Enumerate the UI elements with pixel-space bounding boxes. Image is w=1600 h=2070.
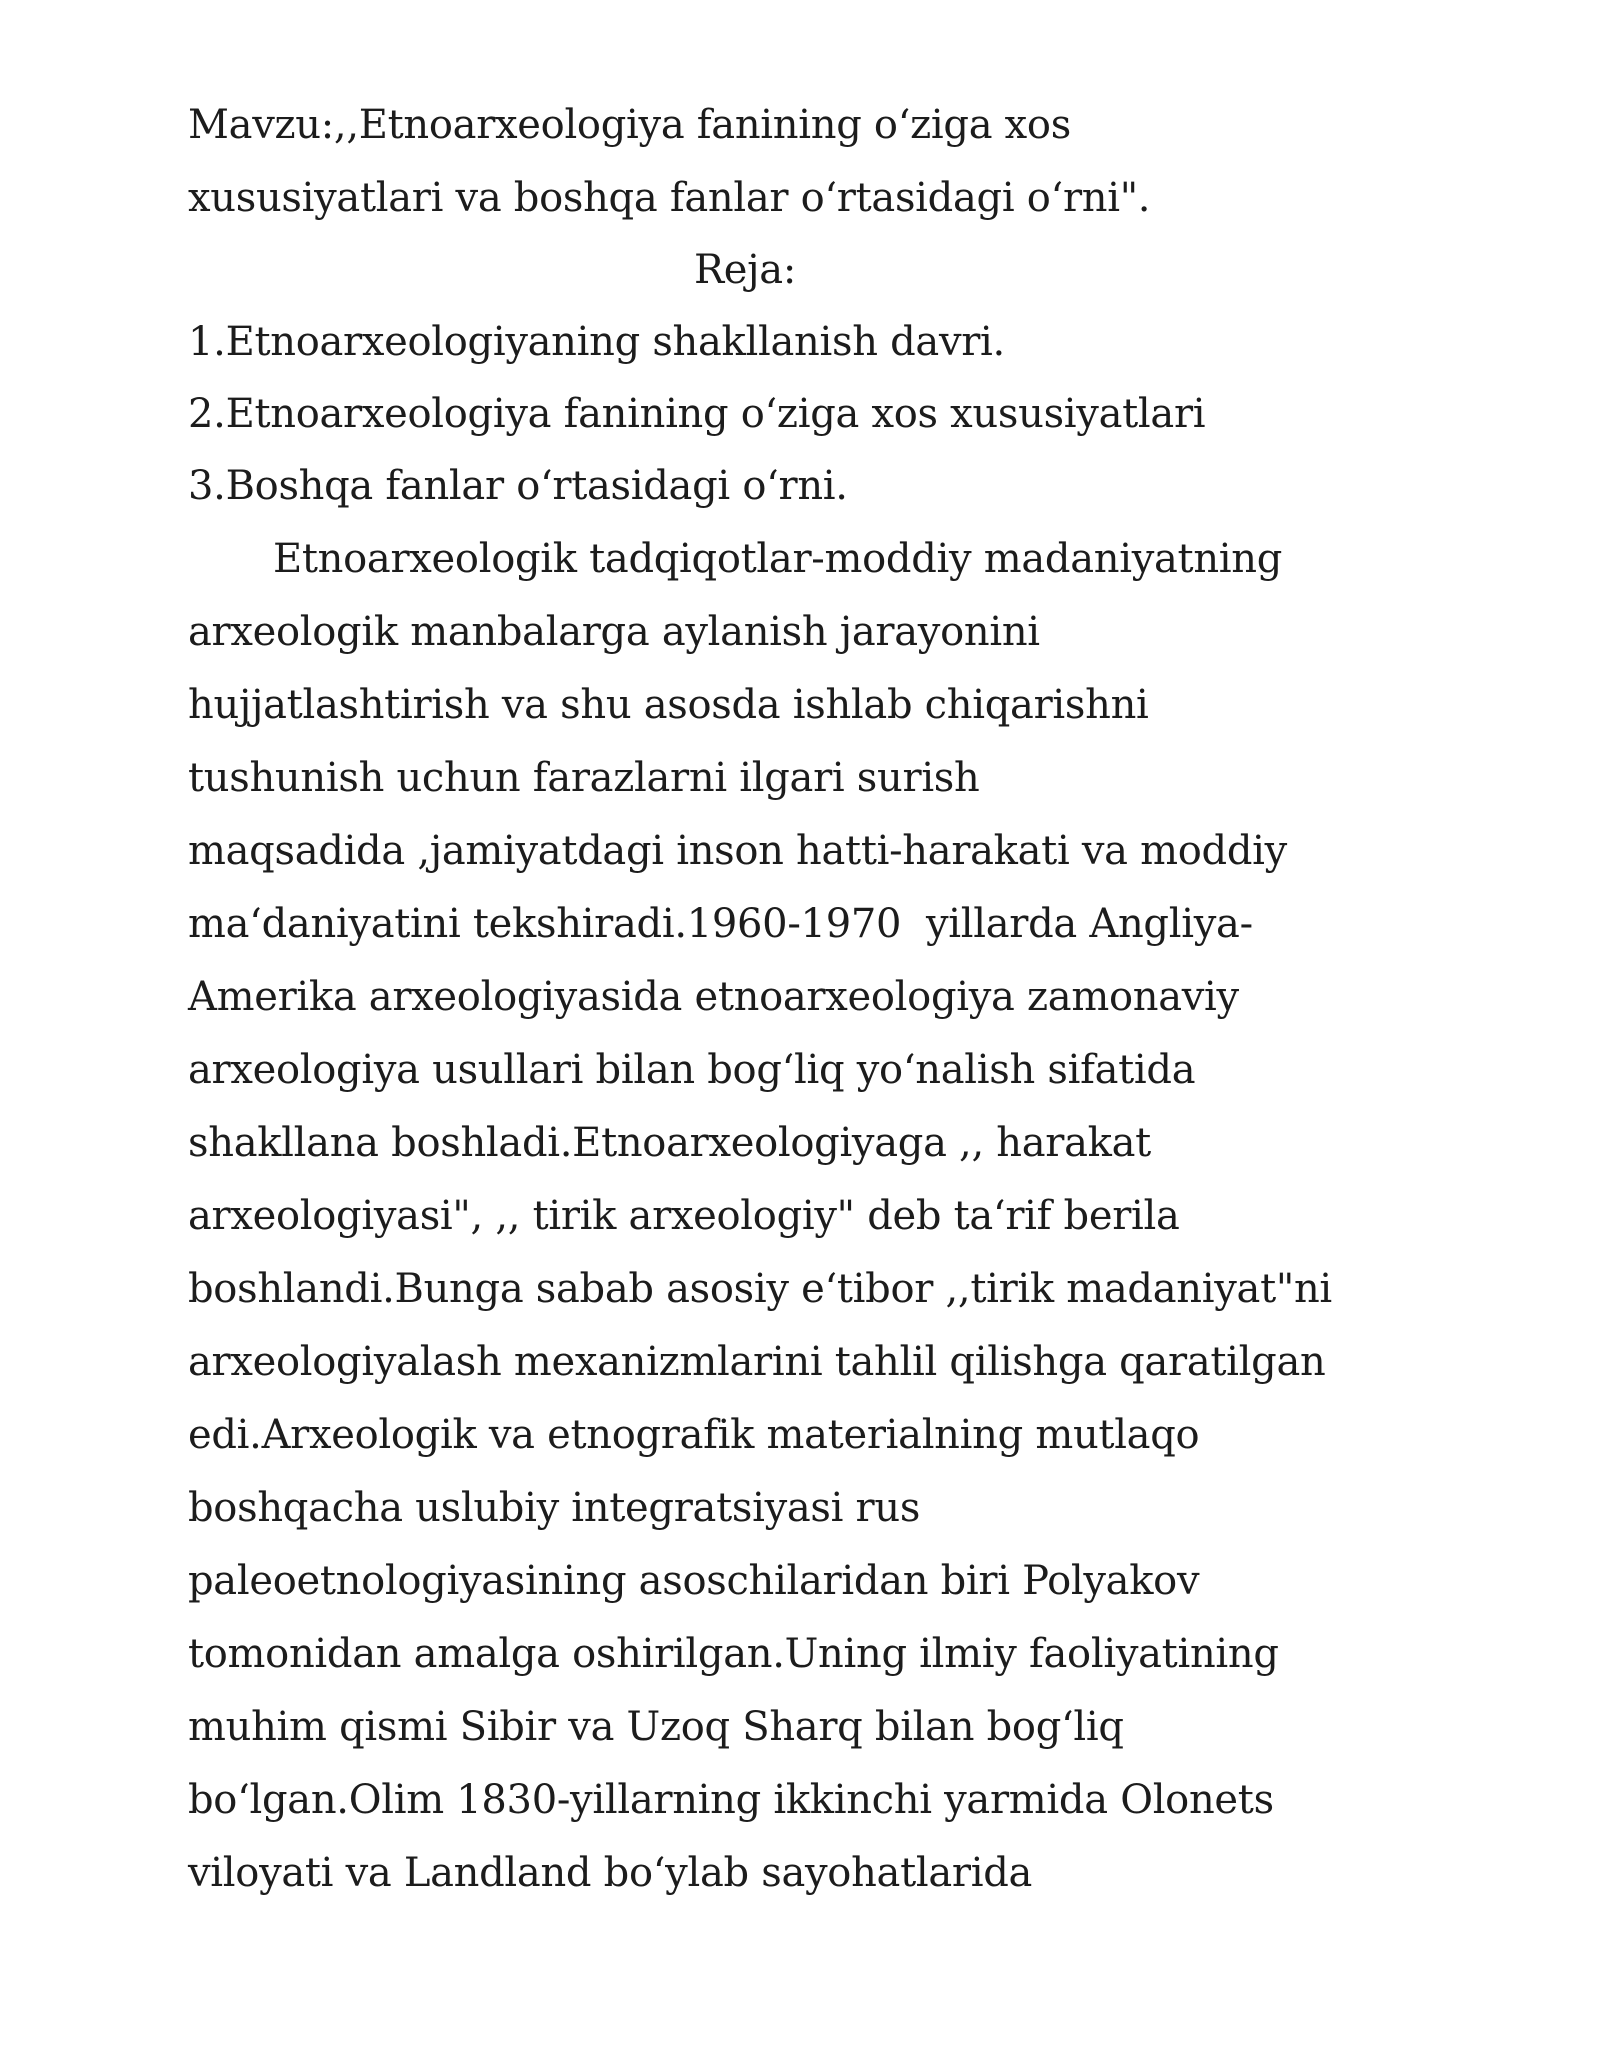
body-line: arxeologiya usullari bilan bog‘liq yo‘nalish sifatida bbox=[188, 1047, 1196, 1093]
plan-item-1: 1.Etnoarxeologiyaning shakllanish davri. bbox=[188, 319, 1005, 365]
plan-heading: Reja: bbox=[693, 247, 797, 293]
body-line: bo‘lgan.Olim 1830-yillarning ikkinchi yarmida Olonets bbox=[188, 1777, 1274, 1823]
body-line: maqsadida ,jamiyatdagi inson hatti-harakati va moddiy bbox=[188, 828, 1287, 874]
body-line: Etnoarxeologik tadqiqotlar-moddiy madaniyatning bbox=[273, 536, 1283, 582]
topic-line-1: Mavzu:,,Etnoarxeologiya fanining o‘ziga xos bbox=[188, 102, 1071, 148]
body-line: tushunish uchun farazlarni ilgari surish bbox=[188, 755, 980, 801]
body-line: boshqacha uslubiy integratsiyasi rus bbox=[188, 1485, 921, 1531]
plan-item-2: 2.Etnoarxeologiya fanining o‘ziga xos xususiyatlari bbox=[188, 391, 1206, 437]
body-line: muhim qismi Sibir va Uzoq Sharq bilan bog‘liq bbox=[188, 1704, 1124, 1750]
body-line: arxeologiyasi", ,, tirik arxeologiy" deb ta‘rif berila bbox=[188, 1193, 1180, 1239]
body-line: tomonidan amalga oshirilgan.Uning ilmiy faoliyatining bbox=[188, 1631, 1279, 1677]
body-line: viloyati va Landland bo‘ylab sayohatlarida bbox=[188, 1850, 1033, 1896]
body-line: shakllana boshladi.Etnoarxeologiyaga ,, harakat bbox=[188, 1120, 1151, 1166]
topic-line-2: xususiyatlari va boshqa fanlar o‘rtasidagi o‘rni". bbox=[188, 175, 1151, 221]
body-line: arxeologik manbalarga aylanish jarayonini bbox=[188, 609, 1040, 655]
body-line: boshlandi.Bunga sabab asosiy e‘tibor ,,tirik madaniyat"ni bbox=[188, 1266, 1332, 1312]
body-line: edi.Arxeologik va etnografik materialning mutlaqo bbox=[188, 1412, 1200, 1458]
body-line: Amerika arxeologiyasida etnoarxeologiya zamonaviy bbox=[188, 974, 1239, 1020]
plan-item-3: 3.Boshqa fanlar o‘rtasidagi o‘rni. bbox=[188, 463, 848, 509]
body-line: hujjatlashtirish va shu asosda ishlab chiqarishni bbox=[188, 682, 1149, 728]
body-line: paleoetnologiyasining asoschilaridan biri Polyakov bbox=[188, 1558, 1200, 1604]
body-line: arxeologiyalash mexanizmlarini tahlil qilishga qaratilgan bbox=[188, 1339, 1326, 1385]
body-line: ma‘daniyatini tekshiradi.1960-1970 yillarda Angliya- bbox=[188, 901, 1253, 947]
